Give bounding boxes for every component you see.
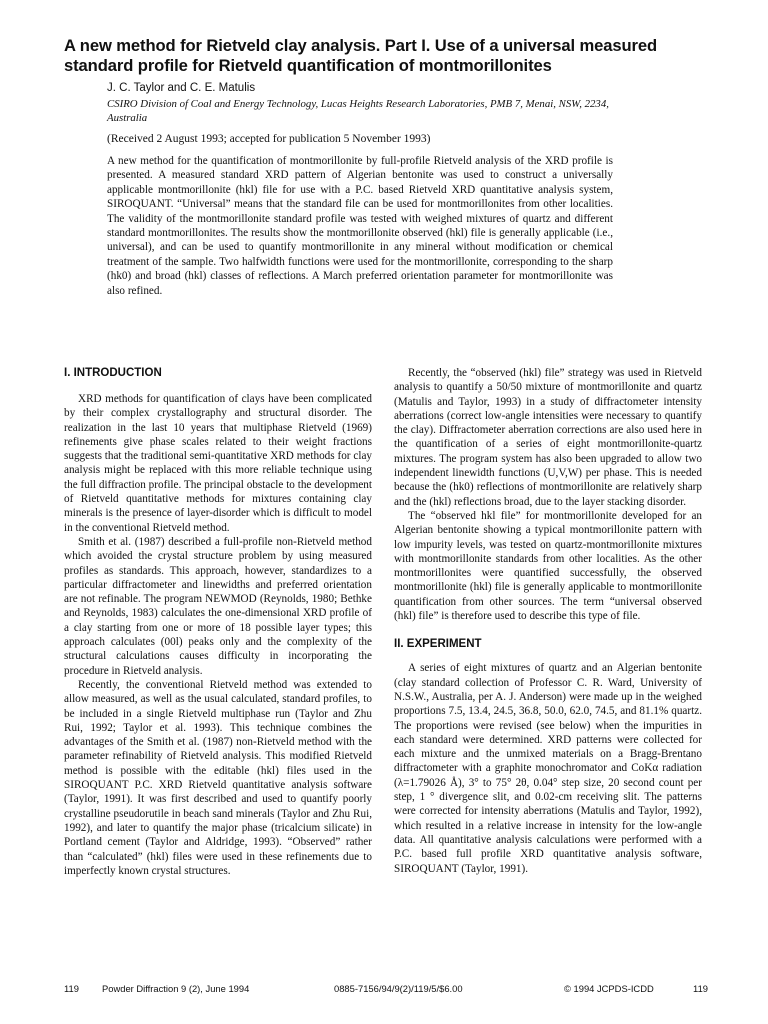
article-code: 0885-7156/94/9(2)/119/5/$6.00 <box>334 983 463 994</box>
copyright-notice: © 1994 JCPDS-ICDD <box>564 983 654 994</box>
body-paragraph: A series of eight mixtures of quartz and an Algerian bentonite (clay standard collection of Professor C. R. Ward, University of N.S.W., Australia, per A. J. Anderson) were made up in the weighed proportions 7.5, 13.4, 24.5, 36.8, 50.0, 62.0, 74.5, and 81.1% quartz. The proportions were revised (see below) when the impurities in each standard were determined. XRD patterns were collected for each mixture and the unmixed materials on a Bragg-Brentano diffractometer with a graphite monochromator and CoKα radiation (λ=1.79026 Å), 3° to 75° 2θ, 0.04° step size, 20 second count per step, 1 ° divergence slit, and 0.02-cm receiving slit. The patterns were corrected for intensity aberrations (Matulis and Taylor, 1992), which resulted in a relative increase in intensity for the low-angle data. All quantitative analysis calculations were performed with a P.C. based full profile XRD quantitative analysis software, SIROQUANT (Taylor, 1991). <box>394 662 702 875</box>
body-paragraph: Smith et al. (1987) described a full-profile non-Rietveld method which avoided the crystal structure problem by using measured profiles as standards. This approach, however, standardizes to a particular diffractometer and linewidths and preferred orientation are not refinable. The program NEWMOD (Reynolds, 1980; Bethke and Reynolds, 1983) calculates the one-dimensional XRD profile of a clay starting from one or more of 18 possible layer types; this approach calculates (00l) peaks only and the complexity of the structural calculations causes difficulty in incorporating the procedure in Rietveld analysis. <box>64 535 372 677</box>
body-paragraph: The “observed hkl file” for montmorillonite developed for an Algerian bentonite showing a typical montmorillonite pattern with low impurity levels, was tested on quartz-montmorillonite mixtures with montmorillonite standards from other localities. As the other montmorillonites were quantified successfully, the observed montmorillonite (hkl) file is generally applicable to montmorillonite quantification from other sources. The term “universal observed (hkl) file” is therefore used to describe this type of file. <box>394 509 702 623</box>
body-paragraph: XRD methods for quantification of clays have been complicated by their complex crystallography and structural disorder. The realization in the last 10 years that multiphase Rietveld (1969) refinements give phase scales related to their weight fractions suggests that the traditional semi-quantitative XRD methods for clay analysis might be replaced with this more reliable technique using the full diffraction profile. The principal obstacle to the development of Rietveld quantitative methods for mixtures containing clay minerals is the presence of layer-disorder which is difficult to model in the conventional Rietveld method. <box>64 393 372 534</box>
page-number-right: 119 <box>693 983 708 994</box>
page-number-left: 119 <box>64 983 79 994</box>
section-heading-introduction: I. INTRODUCTION <box>64 367 162 379</box>
author-affiliation: CSIRO Division of Coal and Energy Technology, Lucas Heights Research Laboratories, PMB 7, Menai, NSW, 2234, Australia <box>107 98 609 124</box>
abstract: A new method for the quantification of montmorillonite by full-profile Rietveld analysis of the XRD profile is presented. A measured standard XRD pattern of Algerian bentonite was used to construct a universally applicable montmorillonite (hkl) file for use with a P.C. based Rietveld XRD quantitative analysis system, SIROQUANT. “Universal” means that the standard file can be used for montmorillonites from other localities. The validity of the montmorillonite standard profile was tested with weighed mixtures of quartz and different standard montmorillonites. The results show the montmorillonite observed (hkl) file is generally applicable (i.e., universal), and can be used to quantify montmorillonite in any mineral without modification or chemical treatment of the sample. Two halfwidth functions were used for the montmorillonite, corresponding to the sharp (hk0) and broad (hkl) classes of reflections. A March preferred orientation parameter for montmorillonite was also refined. <box>107 155 613 297</box>
section-heading-experiment: II. EXPERIMENT <box>394 638 482 651</box>
body-paragraph: Recently, the conventional Rietveld method was extended to allow measured, as well as the usual calculated, standard profiles, to be included in a single Rietveld multiphase run (Taylor and Zhu Rui, 1992; Taylor et al. 1993). This technique combines the advantages of the Smith et al. (1987) non-Rietveld method with the parameter refinability of Rietveld analysis. This modified Rietveld method is possible with the editable (hkl) files used in the SIROQUANT P.C. XRD Rietveld quantitative analysis software (Taylor, 1991). It was first described and used to quantify poorly crystalline pseudorutile in beach sand minerals (Taylor and Zhu Rui, 1992), and later to quantify the major phase (tricalcium silicate) in Portland cement (Taylor and Aldridge, 1993). “Observed” rather than “calculated” (hkl) files were used in these refinements due to imperfectly known crystal structures. <box>64 678 372 877</box>
paper-title: A new method for Rietveld clay analysis. Part I. Use of a universal measured standard profile for Rietveld quantification of montmorillonites <box>64 36 658 75</box>
author-list: J. C. Taylor and C. E. Matulis <box>107 82 256 94</box>
body-paragraph: Recently, the “observed (hkl) file” strategy was used in Rietveld analysis to quantify a 50/50 mixture of montmorillonite and quartz (Matulis and Taylor, 1993) in a study of diffractometer intensity aberrations (correct low-angle intensities were necessary to quantify the clay). Diffractometer aberration corrections are also used here in the quantification of a series of eight montmorillonite-quartz mixtures. The program system has also been upgraded to allow two independent linewidth functions (U,V,W) per phase. This is needed because the (hk0) reflections of montmorillonite are relatively sharp and the (hkl) reflections broad, due to the layer stacking disorder. <box>394 367 702 508</box>
left-column <box>64 366 372 878</box>
received-dates: (Received 2 August 1993; accepted for publication 5 November 1993) <box>107 133 431 145</box>
journal-citation: Powder Diffraction 9 (2), June 1994 <box>102 983 250 994</box>
page-footer <box>64 983 708 997</box>
right-column <box>394 366 702 876</box>
